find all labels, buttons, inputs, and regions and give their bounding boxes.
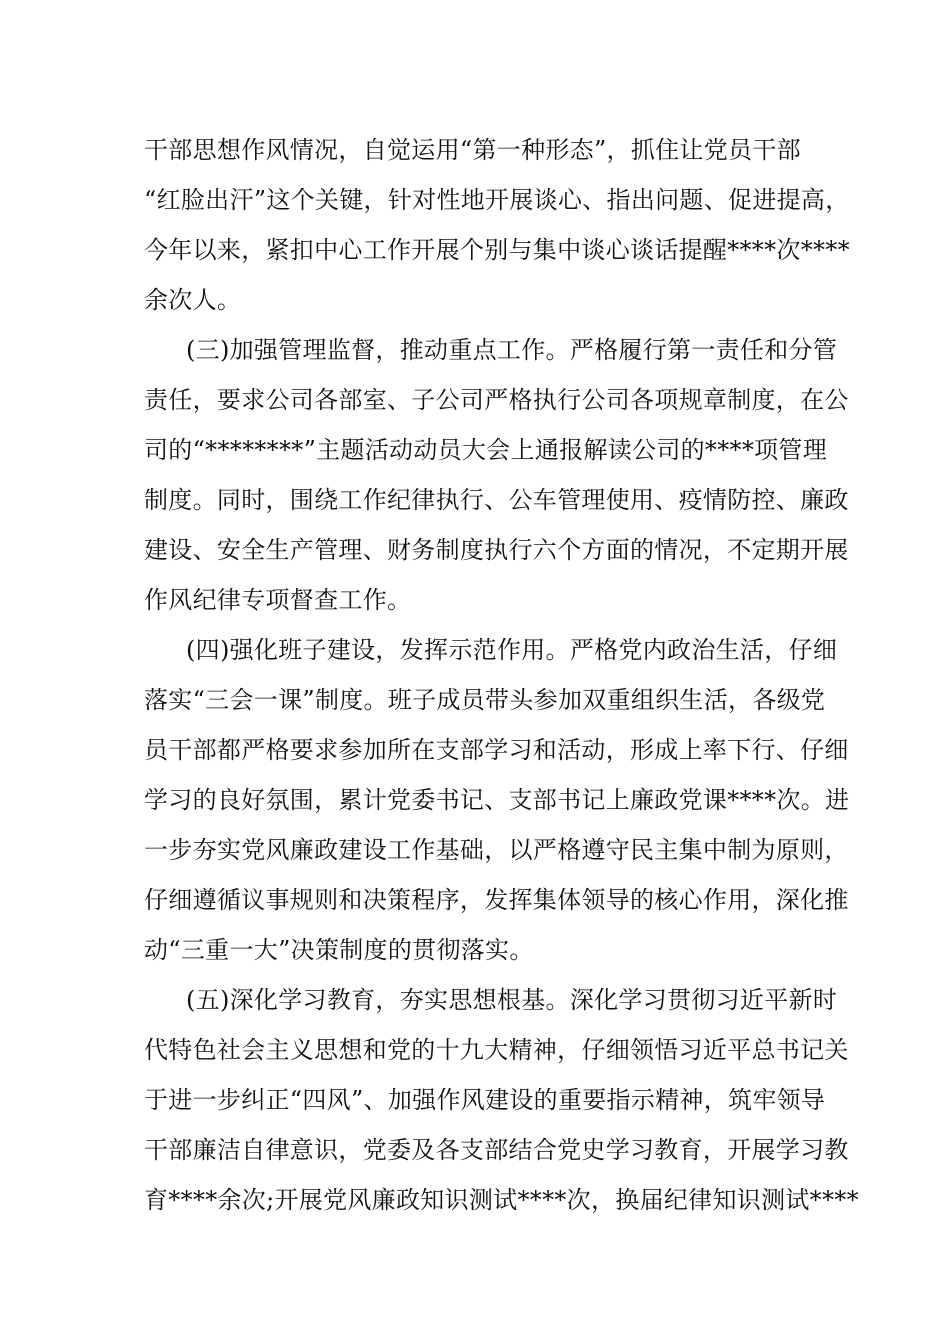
paragraph-1-line-1: 干部思想作风情况，自觉运用“第一种形态”，抓住让党员干部: [144, 136, 801, 164]
paragraph-2-line-4: 制度。同时，围绕工作纪律执行、公车管理使用、疫情防控、廉政: [144, 486, 849, 514]
paragraph-3-line-5: 一步夯实党风廉政建设工作基础，以严格遵守民主集中制为原则，: [144, 836, 849, 864]
paragraph-4-line-3: 于进一步纠正“四风”、加强作风建设的重要指示精神，筑牢领导: [144, 1086, 826, 1114]
paragraph-1-line-4: 余次人。: [144, 286, 242, 314]
paragraph-2-line-5: 建设、安全生产管理、财务制度执行六个方面的情况，不定期开展: [144, 536, 849, 564]
paragraph-3-line-4: 学习的良好氛围，累计党委书记、支部书记上廉政党课****次。进: [144, 786, 850, 814]
paragraph-2-line-2: 责任，要求公司各部室、子公司严格执行公司各项规章制度，在公: [144, 386, 849, 414]
paragraph-4-line-1: (五)深化学习教育，夯实思想根基。深化学习贯彻习近平新时: [186, 986, 838, 1014]
paragraph-4-line-4: 干部廉洁自律意识，党委及各支部结合党史学习教育，开展学习教: [144, 1136, 849, 1164]
paragraph-4-line-5: 育****余次;开展党风廉政知识测试****次，换届纪律知识测试****: [144, 1186, 859, 1214]
paragraph-3-line-6: 仔细遵循议事规则和决策程序，发挥集体领导的核心作用，深化推: [144, 886, 849, 914]
paragraph-4-line-2: 代特色社会主义思想和党的十九大精神，仔细领悟习近平总书记关: [144, 1036, 849, 1064]
paragraph-1-line-2: “红脸出汗”这个关键，针对性地开展谈心、指出问题、促进提高，: [144, 186, 850, 214]
paragraph-3-line-3: 员干部都严格要求参加所在支部学习和活动，形成上率下行、仔细: [144, 736, 849, 764]
paragraph-2-line-1: (三)加强管理监督，推动重点工作。严格履行第一责任和分管: [186, 336, 838, 364]
paragraph-1-line-3: 今年以来，紧扣中心工作开展个别与集中谈心谈话提醒****次****: [144, 236, 850, 264]
paragraph-2-line-3: 司的“********”主题活动动员大会上通报解读公司的****项管理: [144, 436, 828, 464]
paragraph-3-line-1: (四)强化班子建设，发挥示范作用。严格党内政治生活，仔细: [186, 636, 838, 664]
paragraph-2-line-6: 作风纪律专项督查工作。: [144, 586, 412, 614]
paragraph-3-line-2: 落实“三会一课”制度。班子成员带头参加双重组织生活，各级党: [144, 686, 826, 714]
paragraph-3-line-7: 动“三重一大”决策制度的贯彻落实。: [144, 936, 534, 964]
